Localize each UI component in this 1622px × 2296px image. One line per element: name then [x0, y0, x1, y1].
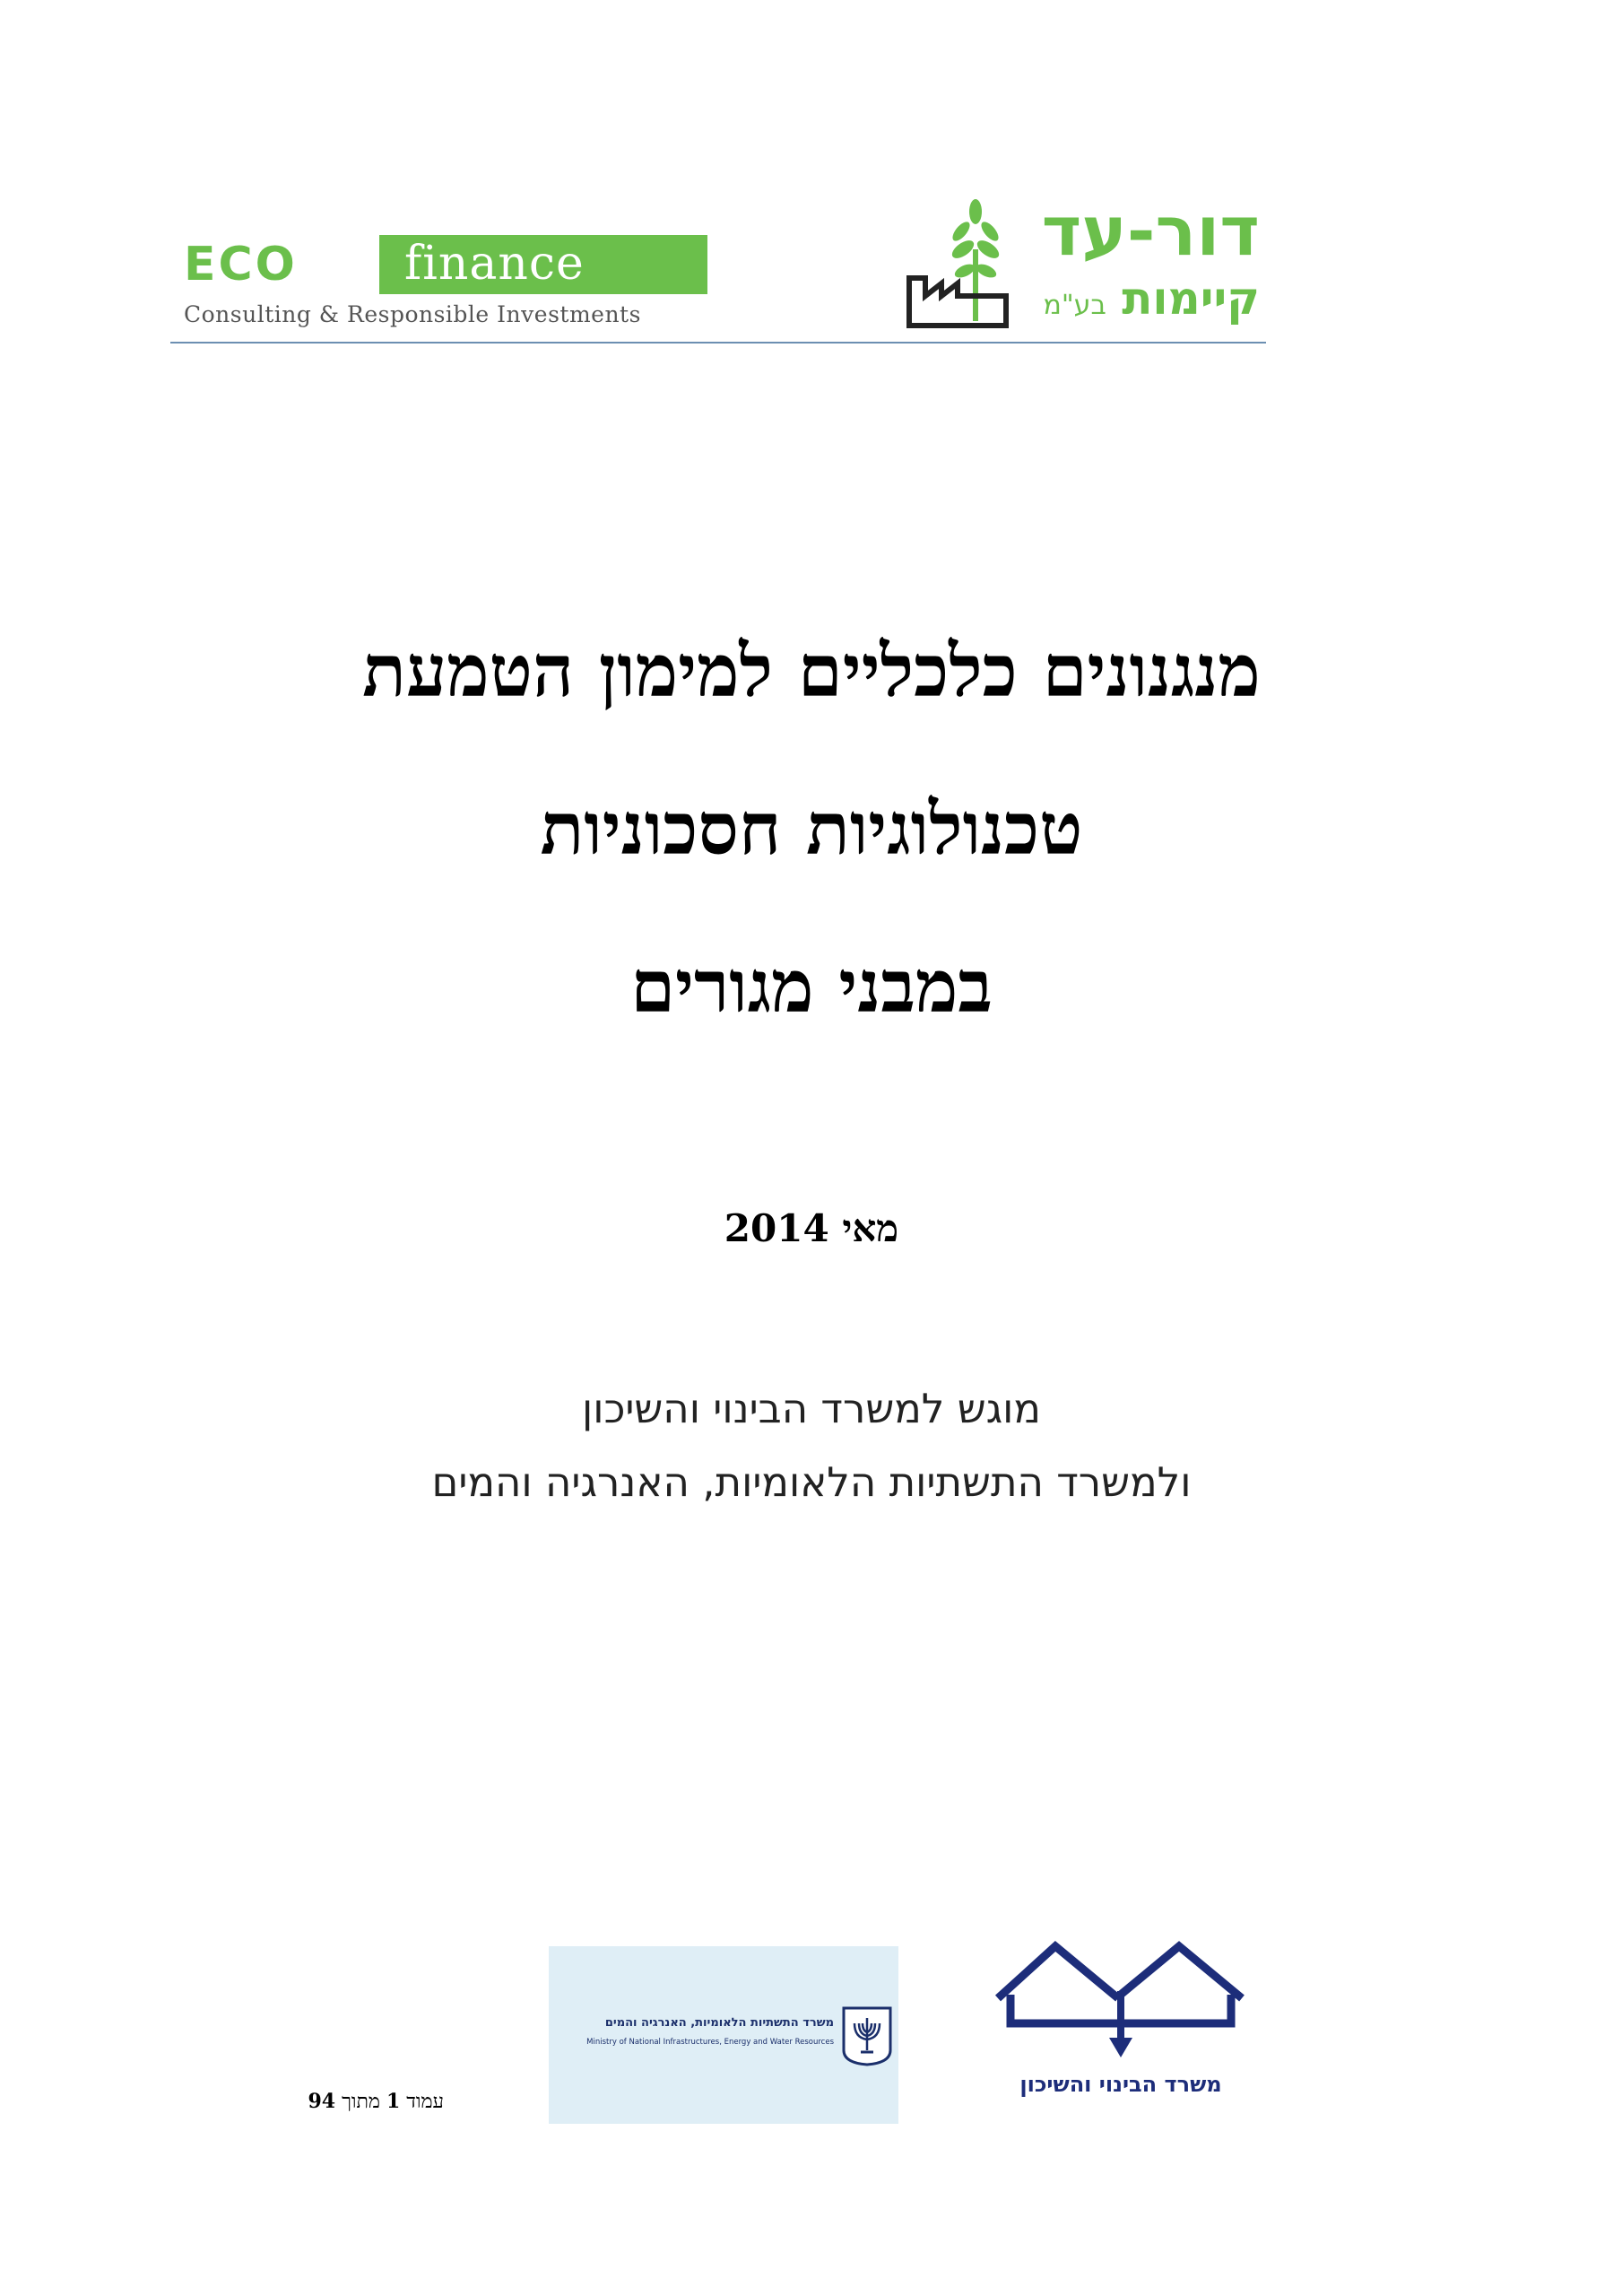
submitted-to [269, 1372, 1354, 1519]
title-line-3: במבני מגורים [630, 944, 993, 1029]
factory-plant-icon [906, 196, 1018, 330]
menorah-emblem-icon [841, 2005, 893, 2066]
page-number-middle: מתוך [342, 2091, 380, 2113]
ecofinance-logo [184, 231, 708, 332]
energy-ministry-hebrew: משרד התשתיות הלאומיות, האנרגיה והמים [604, 2016, 834, 2030]
eco-logo-tagline: Consulting & Responsible Investments [184, 301, 641, 327]
submitted-to-line-2: ולמשרד התשתיות הלאומיות, האנרגיה והמים [431, 1458, 1192, 1506]
houses-icon [991, 1937, 1251, 2072]
document-title [161, 592, 1462, 1065]
dorad-logo-name: דור-עד [1041, 191, 1260, 271]
energy-ministry-english: Ministry of National Infrastructures, Energy and Water Resources [586, 2038, 834, 2047]
submitted-to-line-1: מוגש למשרד הבינוי והשיכון [582, 1385, 1041, 1432]
title-line-1: מנגנונים כלכליים למימון הטמעת [362, 629, 1261, 713]
eco-logo-word: ECO [184, 238, 298, 291]
page-number-current: 1 [386, 2090, 401, 2113]
dorad-logo-subtitle [1044, 272, 1261, 333]
eco-logo-box-text: finance [379, 235, 707, 294]
dorad-logo [906, 191, 1260, 330]
page-number-prefix: עמוד [406, 2091, 444, 2113]
page-number [273, 2090, 444, 2113]
header-divider [170, 342, 1266, 344]
housing-ministry-logo [991, 1937, 1251, 2108]
energy-ministry-logo [549, 1946, 898, 2124]
document-date: מאי 2014 [724, 1206, 899, 1250]
dorad-logo-sub-small: בע"מ [1043, 290, 1106, 321]
housing-ministry-caption: משרד הבינוי והשיכון [1019, 2072, 1222, 2097]
dorad-logo-sub-main: קיימות [1122, 273, 1260, 325]
title-line-2: טכנולוגיות חסכוניות [540, 787, 1083, 871]
page-number-total: 94 [308, 2090, 336, 2113]
